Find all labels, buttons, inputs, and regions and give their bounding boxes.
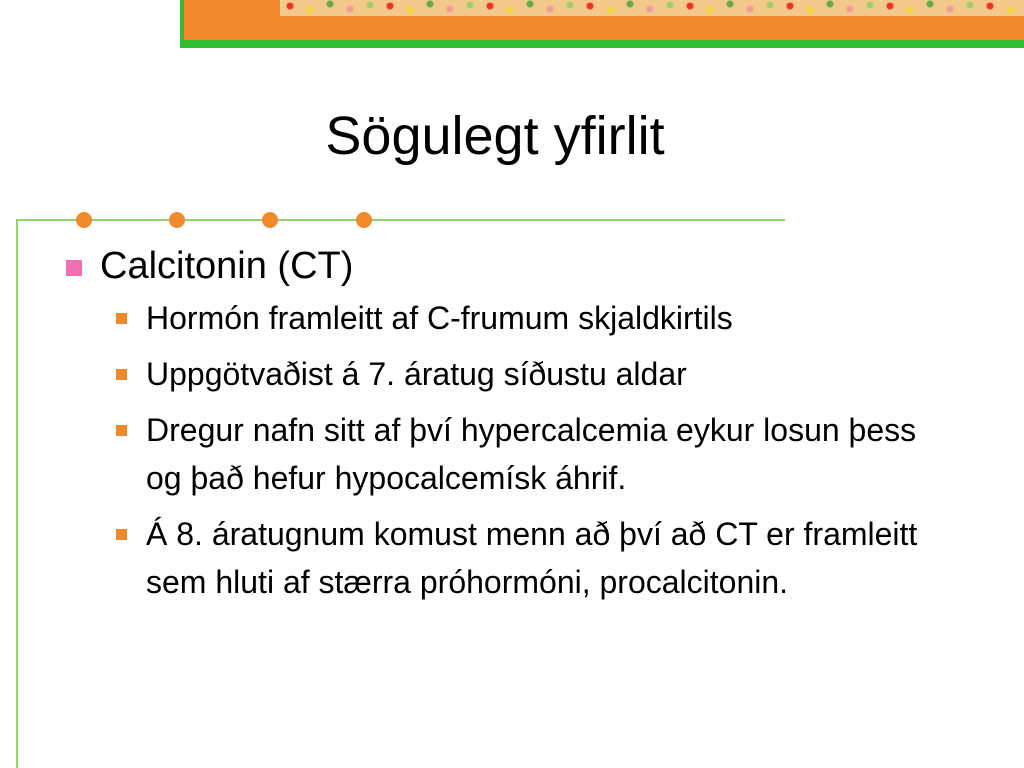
divider-dot xyxy=(262,212,278,228)
sub-bullet-text: Á 8. áratugnum komust menn að því að CT er framleitt sem hluti af stærra próhormóni, procalcitonin. xyxy=(146,516,918,600)
divider-line xyxy=(16,219,785,221)
slide-title: Sögulegt yfirlit xyxy=(325,106,665,166)
sub-bullet xyxy=(110,294,936,342)
divider-dot xyxy=(356,212,372,228)
sub-bullet-text: Uppgötvaðist á 7. áratug síðustu aldar xyxy=(146,356,687,392)
square-bullet-icon xyxy=(116,425,127,436)
divider-dot xyxy=(76,212,92,228)
left-rule xyxy=(16,220,18,768)
square-bullet-icon xyxy=(116,529,127,540)
slide-content xyxy=(62,240,962,614)
banner-left-line xyxy=(180,0,184,48)
bullet-main xyxy=(62,240,962,292)
square-bullet-icon xyxy=(66,260,82,276)
banner-green-line xyxy=(180,40,1024,48)
sub-bullet xyxy=(110,350,936,398)
sub-bullet-list xyxy=(110,294,962,606)
sub-bullet xyxy=(110,406,936,502)
banner-pattern xyxy=(280,0,1024,16)
sub-bullet-text: Hormón framleitt af C-frumum skjaldkirtils xyxy=(146,300,733,336)
square-bullet-icon xyxy=(116,369,127,380)
divider-dot xyxy=(169,212,185,228)
bullet-main-text: Calcitonin (CT) xyxy=(100,245,354,287)
sub-bullet xyxy=(110,510,936,606)
square-bullet-icon xyxy=(116,313,127,324)
sub-bullet-text: Dregur nafn sitt af því hypercalcemia eykur losun þess og það hefur hypocalcemísk áhrif. xyxy=(146,412,917,496)
